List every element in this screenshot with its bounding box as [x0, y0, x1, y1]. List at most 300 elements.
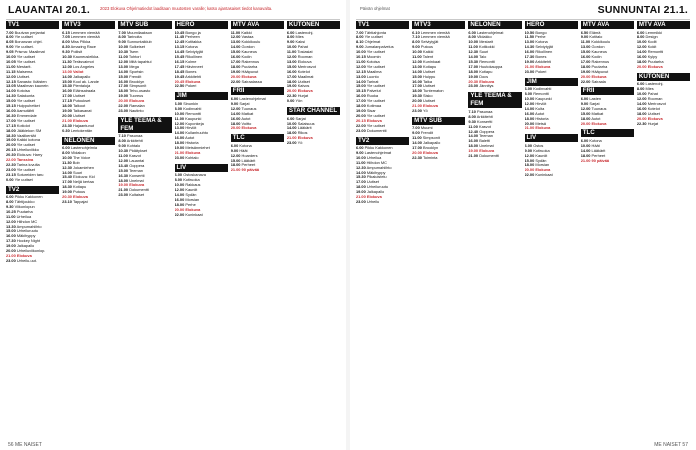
- channel-header: NELONEN: [62, 137, 115, 145]
- program-time: 6.00: [174, 173, 183, 178]
- channel-column: [525, 21, 578, 439]
- program-title: Maailman kaunein: [16, 84, 49, 89]
- program-title: Sydän: [535, 158, 547, 163]
- program-time: 20.00: [636, 116, 647, 121]
- program-title: Hajaantunut: [73, 123, 94, 128]
- program-time: 15.00: [230, 158, 241, 163]
- program-title: Kool ak. Lande: [73, 79, 99, 84]
- program-title: Lentokentän: [70, 128, 93, 133]
- program-title: Pahat: [297, 45, 308, 50]
- program-title: Sanasto: Ikäisten: [16, 79, 47, 84]
- program-time: 8.00: [468, 35, 476, 40]
- program-time: 21.00: [468, 154, 479, 159]
- program-time: 16.00: [286, 69, 297, 74]
- program-time: 11.00: [230, 30, 241, 35]
- program-title: Mies: [645, 87, 654, 92]
- program-time: 15.00: [580, 50, 591, 55]
- program-time: 11.00: [174, 116, 185, 121]
- program-title: Tohtori: [128, 55, 141, 60]
- program-title: Pokeri: [185, 84, 197, 89]
- program-title: Kotona: [589, 138, 602, 143]
- program-title: Teeman: [129, 168, 143, 173]
- program-title: Mestarit.: [16, 64, 32, 69]
- program-time: 8.00: [6, 200, 14, 204]
- program-time: 15.15: [356, 89, 366, 94]
- program-title: Maisema: [16, 69, 33, 74]
- program-time: 19.00: [62, 190, 72, 195]
- program-time: 6.00: [174, 101, 183, 106]
- program-title: Kodinvahti: [533, 87, 552, 92]
- program-time: 14.00: [580, 148, 591, 153]
- program-title: Jalkapallo: [366, 190, 385, 195]
- channel-column: [175, 21, 228, 439]
- program-time: 17.30: [524, 55, 535, 60]
- program-time: 12.00: [174, 121, 185, 126]
- program-title: Elokuva: [129, 183, 145, 188]
- program-time: 6.00: [524, 143, 533, 148]
- program-time: 7.00: [412, 126, 420, 131]
- program-time: 11.00: [6, 64, 16, 69]
- program-title: Rakennus: [241, 59, 260, 64]
- program-title: Baletti: [479, 139, 491, 144]
- program-title: Kaksi: [295, 40, 306, 45]
- program-title: Kotona: [535, 40, 548, 45]
- program-title: Sairaala: [591, 79, 606, 84]
- program-time: 19.00: [118, 183, 129, 188]
- program-time: 9.00: [230, 148, 239, 153]
- program-time: 6.00: [286, 30, 295, 35]
- program-title: Dokumentti: [479, 154, 499, 159]
- channel-column: [287, 21, 340, 439]
- program-time: 13.40: [118, 163, 129, 168]
- program-title: Kauneus: [591, 50, 607, 55]
- program-title: Perheet: [591, 153, 606, 158]
- program-time: 12.00: [118, 59, 129, 64]
- program-title: Elokuva: [185, 150, 201, 155]
- program-listing: [468, 154, 521, 159]
- program-title: Tosiasiat: [297, 50, 313, 55]
- program-title: Elokuva: [73, 195, 88, 200]
- program-title: Elokuva: [647, 116, 663, 121]
- program-title: Hurjat: [297, 94, 309, 99]
- program-time: 17.00: [412, 84, 422, 89]
- program-title: Brooklyn: [129, 79, 145, 84]
- program-time: 18.45: [174, 69, 185, 74]
- left-page-title: LAUANTAI 20.1.: [8, 4, 90, 16]
- program-time: 18.00: [118, 89, 129, 94]
- program-time: 6.10: [412, 30, 420, 35]
- program-title: Elokuva: [591, 121, 607, 126]
- program-time: 20.00: [62, 113, 72, 118]
- program-title: Jokamiehen: [73, 165, 94, 170]
- program-title: Arkkitehti: [535, 59, 552, 64]
- program-title: Autot: [535, 111, 545, 116]
- right-page-footer: ME NAISET 57: [654, 442, 688, 448]
- channel-header: KUTONEN: [637, 73, 690, 81]
- program-time: 8.00: [118, 139, 126, 144]
- program-time: 18.00: [524, 116, 535, 121]
- program-time: 10.30: [118, 149, 129, 154]
- program-title: Tähtiahjonta: [364, 30, 387, 35]
- left-header-divider: [6, 19, 340, 20]
- program-time: 22.00: [118, 104, 129, 109]
- program-time: 6.00: [468, 30, 476, 35]
- channel-header: YLE TEEMA & FEM: [118, 117, 171, 133]
- program-time: 11.00: [468, 124, 478, 129]
- program-title: Kokkikoulu: [241, 40, 261, 45]
- program-time: 13.00: [524, 40, 535, 45]
- program-time: 11.00: [412, 136, 422, 141]
- program-time: 20.15: [6, 148, 16, 153]
- program-title: Sisko: [423, 94, 433, 99]
- program-time: 18.00: [286, 131, 297, 136]
- program-title: Kokkikoulu: [591, 40, 611, 45]
- program-time: 21.00: [118, 188, 129, 193]
- program-listing: [637, 122, 690, 127]
- program-time: 11.50: [524, 35, 535, 40]
- program-listing: [175, 84, 228, 89]
- program-time: 8.00: [286, 35, 295, 40]
- program-time: 23.00: [286, 141, 297, 146]
- program-time: 9.30: [468, 119, 476, 124]
- program-time: 18.00: [62, 104, 72, 109]
- program-time: 15.00: [412, 74, 422, 79]
- program-time: 19.00: [580, 69, 591, 74]
- program-title: Pokeri: [535, 69, 547, 74]
- program-time: 8.30: [62, 45, 70, 50]
- program-time: 10.00: [356, 50, 366, 55]
- program-title: Suuri: [73, 170, 83, 175]
- program-time: 19.00: [524, 59, 535, 64]
- program-title: Eläinsairaala: [73, 89, 96, 94]
- left-page: [0, 0, 346, 450]
- program-time: 15.30: [62, 84, 72, 89]
- program-title: Elokuva: [479, 79, 495, 84]
- program-time: 19.00: [286, 84, 297, 89]
- program-title: Mäkihyppy: [16, 234, 36, 239]
- program-time: 6.50: [580, 30, 589, 35]
- program-title: Muumilaakson: [127, 30, 153, 35]
- program-title: Konsertti: [477, 119, 493, 124]
- program-time: 17.15: [62, 99, 72, 104]
- program-time: 13.00: [230, 40, 241, 45]
- program-time: 16.00: [468, 139, 479, 144]
- program-time: 14.00: [636, 50, 647, 55]
- program-title: Pasunaa: [127, 134, 143, 139]
- program-time: 12.00: [524, 153, 535, 158]
- program-time: 20.00: [356, 113, 366, 118]
- program-time: 19.00: [468, 74, 479, 79]
- program-title: Morsian: [535, 163, 550, 168]
- program-title: Uutiset: [366, 180, 379, 185]
- program-time: 14.00: [636, 101, 647, 106]
- program-title: Elokuva: [297, 89, 313, 94]
- program-title: Yle uutiset: [366, 84, 385, 89]
- program-time: 12.00: [230, 153, 241, 158]
- channel-header: TLC: [231, 134, 284, 142]
- program-time: 16.00: [230, 55, 241, 60]
- program-time: 10.00: [468, 40, 479, 45]
- program-time: 13.00: [580, 45, 591, 50]
- program-title: Lasten: [589, 96, 602, 101]
- program-time: 18.30: [6, 133, 16, 138]
- program-time: 23.10: [62, 200, 72, 204]
- program-title: Yön: [295, 99, 303, 104]
- program-time: 6.00: [636, 82, 645, 87]
- channel-header: TV1: [356, 21, 409, 29]
- program-time: 20.00: [580, 121, 591, 126]
- program-title: Miss Pilkka: [70, 40, 91, 45]
- program-time: 16.00: [636, 106, 647, 111]
- program-time: 16.00: [524, 111, 535, 116]
- program-title: Elokuva: [185, 207, 201, 212]
- program-listing: [287, 99, 340, 104]
- program-title: Muumi: [420, 126, 433, 131]
- program-title: Pidätykset: [129, 149, 148, 154]
- program-title: Elokuva: [297, 136, 313, 141]
- program-time: 16.00: [580, 55, 591, 60]
- program-title: Kaivos: [297, 84, 310, 89]
- program-time: 10.00: [286, 121, 297, 126]
- program-title: Kotoisa: [16, 89, 30, 94]
- program-time: 22.30: [6, 162, 16, 167]
- program-title: Mies: [295, 35, 304, 40]
- program-title: Tarina luvulta: [16, 162, 40, 167]
- program-title: Mäkihyppy: [366, 170, 386, 175]
- program-time: 17.00: [356, 180, 366, 185]
- program-title: Brooklyn: [423, 146, 439, 151]
- program-title: Elokuva: [129, 99, 145, 104]
- program-title: Pasunaa: [477, 109, 493, 114]
- program-time: 18.00: [524, 163, 535, 168]
- program-title: Urheiluruutu: [366, 185, 389, 190]
- program-title: Selviytyjät: [535, 45, 553, 50]
- program-title: Jumalanpalvelus: [364, 45, 394, 50]
- program-title: Remontti: [533, 92, 549, 97]
- program-title: Kotona: [239, 143, 252, 148]
- program-title: Kylpy: [647, 55, 658, 60]
- program-title: Kuninkaat: [535, 173, 553, 178]
- program-title: Pikaluistelu: [366, 175, 387, 180]
- program-title: Simpsonit: [129, 84, 147, 89]
- program-title: Teeman: [479, 134, 493, 139]
- program-time: 7.00: [6, 30, 14, 35]
- program-title: Moomin: [366, 55, 381, 60]
- program-time: 10.45: [174, 30, 185, 35]
- program-title: Selviytyjät: [185, 50, 203, 55]
- program-time: 14.00: [468, 55, 479, 60]
- channel-header: FRII: [231, 87, 284, 95]
- program-time: 13.00: [412, 64, 422, 69]
- program-time: 16.15: [174, 59, 185, 64]
- program-title: Bones: [185, 69, 197, 74]
- program-time: 6.00: [580, 138, 589, 143]
- program-title: Sunnuntaiklub: [127, 40, 152, 45]
- program-listing: [62, 200, 115, 205]
- program-time: 19.00: [468, 149, 479, 154]
- program-title: Salaisuus: [297, 121, 315, 126]
- program-time: 23.00: [468, 84, 479, 89]
- program-time: 6.00: [356, 146, 364, 151]
- program-title: Los Angeles: [73, 64, 95, 69]
- program-title: Metsänmiehet: [185, 146, 210, 151]
- program-time: 20.00: [174, 207, 185, 212]
- program-time: 10.00: [118, 45, 129, 50]
- program-time: 14.00: [412, 141, 422, 146]
- program-time: 14.00: [356, 170, 366, 175]
- program-time: 15.30: [468, 59, 479, 64]
- program-title: Kolme: [185, 59, 197, 64]
- program-time: 6.15: [62, 30, 70, 35]
- program-title: Elokuva: [297, 59, 312, 64]
- program-title: Putous: [420, 45, 433, 50]
- program-time: 9.05: [6, 50, 14, 55]
- program-title: Yö: [297, 141, 303, 146]
- program-title: Yle uutiset: [16, 55, 35, 60]
- program-title: Viikonlopun: [14, 204, 35, 209]
- program-title: Yö: [422, 109, 428, 113]
- program-title: 90 päivää: [241, 168, 260, 173]
- program-time: 19.00: [356, 190, 366, 195]
- program-time: 23.00: [356, 200, 366, 204]
- program-time: 11.00: [118, 154, 128, 159]
- program-time: 12.00: [6, 74, 16, 79]
- program-title: Putoukset: [73, 99, 91, 104]
- program-time: 8.00: [6, 35, 14, 40]
- program-listing: [62, 129, 115, 134]
- program-title: Satakunta: [16, 94, 35, 99]
- program-time: 22.00: [230, 79, 241, 84]
- program-title: Jalkapallo: [16, 244, 35, 249]
- program-time: 12.45: [174, 40, 185, 45]
- program-time: 13.00: [174, 126, 185, 131]
- program-title: Uutiset: [423, 69, 436, 74]
- program-time: 7.05: [62, 35, 70, 40]
- program-time: 6.00: [6, 195, 14, 200]
- program-time: 12.30: [468, 50, 479, 55]
- program-time: 23.00: [6, 258, 16, 263]
- program-title: Morsian: [185, 197, 200, 202]
- program-time: 9.00: [118, 144, 126, 149]
- program-title: Lemmen viemää: [70, 30, 100, 35]
- program-time: 12.00: [174, 187, 185, 192]
- program-title: Talent: [422, 55, 434, 60]
- program-listing: [525, 70, 578, 75]
- program-title: Elokuva: [535, 126, 551, 131]
- channel-column: [356, 21, 409, 439]
- program-time: 11.00: [412, 55, 422, 60]
- program-time: 13.30: [6, 224, 16, 229]
- program-title: Kotitalo: [589, 35, 603, 40]
- program-time: 20.00: [580, 74, 591, 79]
- program-time: 9.00: [118, 40, 126, 45]
- program-time: 17.00: [62, 180, 72, 185]
- program-title: Elokuva: [591, 74, 607, 79]
- program-title: Rooman: [647, 96, 663, 101]
- program-listing: [118, 109, 171, 114]
- program-time: 15.40: [62, 175, 72, 180]
- program-title: Perheen: [185, 35, 200, 40]
- program-time: 20.00: [524, 121, 535, 126]
- channel-header: YLE TEEMA & FEM: [468, 92, 521, 108]
- program-time: 23.15: [6, 172, 16, 177]
- program-title: Elokuva: Kid: [73, 175, 95, 180]
- program-time: 9.00: [286, 40, 295, 45]
- channel-header: HERO: [175, 21, 228, 29]
- program-title: Yle uutiset: [16, 118, 35, 123]
- program-title: Autot: [185, 136, 195, 141]
- program-time: 16.00: [6, 234, 16, 239]
- program-title: Tuunaus: [241, 106, 257, 111]
- program-title: Elokuva: [241, 74, 257, 79]
- program-title: Tuoreus: [129, 94, 144, 99]
- program-time: 17.30: [6, 239, 16, 244]
- program-title: Dokumentti: [366, 128, 387, 133]
- program-time: 8.10: [356, 40, 364, 45]
- program-time: 15.00: [230, 50, 241, 55]
- program-title: Rooman: [297, 55, 313, 60]
- program-title: Lastenohjelmat: [239, 96, 266, 101]
- program-time: 6.00: [230, 96, 239, 101]
- program-time: 10.15: [356, 55, 366, 60]
- program-title: Uutiset: [297, 79, 310, 84]
- program-listing: [231, 126, 284, 131]
- program-time: 19.45: [174, 74, 185, 79]
- program-time: 9.30: [62, 50, 70, 55]
- program-title: Pikku Kakkonen: [14, 195, 43, 200]
- program-title: Kotoisa: [366, 59, 380, 64]
- program-title: Lääkärit: [241, 158, 256, 163]
- program-title: Hiihdon MC: [366, 160, 387, 165]
- program-time: 10.00: [356, 155, 366, 160]
- program-time: 15.00: [524, 158, 535, 163]
- program-listing: [525, 173, 578, 178]
- program-time: 14.00: [524, 106, 535, 111]
- program-title: Lääkärit: [591, 148, 606, 153]
- program-title: Konsertti: [129, 173, 145, 178]
- program-time: 16.00: [6, 109, 16, 113]
- program-title: Hääpuvut: [591, 69, 609, 74]
- program-title: Maailmat: [297, 74, 314, 79]
- program-title: Arkkitehti: [126, 139, 143, 144]
- channel-column: [637, 21, 690, 439]
- program-title: Jännitys: [479, 84, 494, 89]
- program-title: Neljä kertaa: [73, 180, 94, 185]
- channel-column: [6, 21, 59, 439]
- program-time: 14.00: [174, 131, 185, 136]
- program-title: Kodit: [647, 40, 657, 45]
- program-title: Kaikki: [241, 30, 252, 35]
- program-time: 12.00: [230, 106, 241, 111]
- program-time: 12.00: [580, 106, 591, 111]
- program-title: Sarjat: [295, 116, 306, 121]
- program-title: Talo: [479, 55, 487, 60]
- program-title: Viidakko: [477, 35, 492, 40]
- program-time: 12.00: [636, 96, 647, 101]
- program-title: Tuntematon: [422, 89, 444, 94]
- program-time: 20.00: [412, 99, 422, 104]
- program-time: 14.00: [230, 45, 241, 50]
- program-time: 19.00: [118, 94, 129, 99]
- program-time: 15.00: [118, 168, 129, 173]
- program-time: 11.30: [62, 59, 72, 64]
- program-title: Ruoka: [366, 94, 379, 99]
- program-time: 16.00: [174, 197, 185, 202]
- program-title: Kauneusleikka.: [73, 55, 100, 60]
- program-time: 19.00: [230, 69, 241, 74]
- program-title: Rikos: [297, 131, 308, 136]
- program-time: 17.00: [412, 146, 422, 151]
